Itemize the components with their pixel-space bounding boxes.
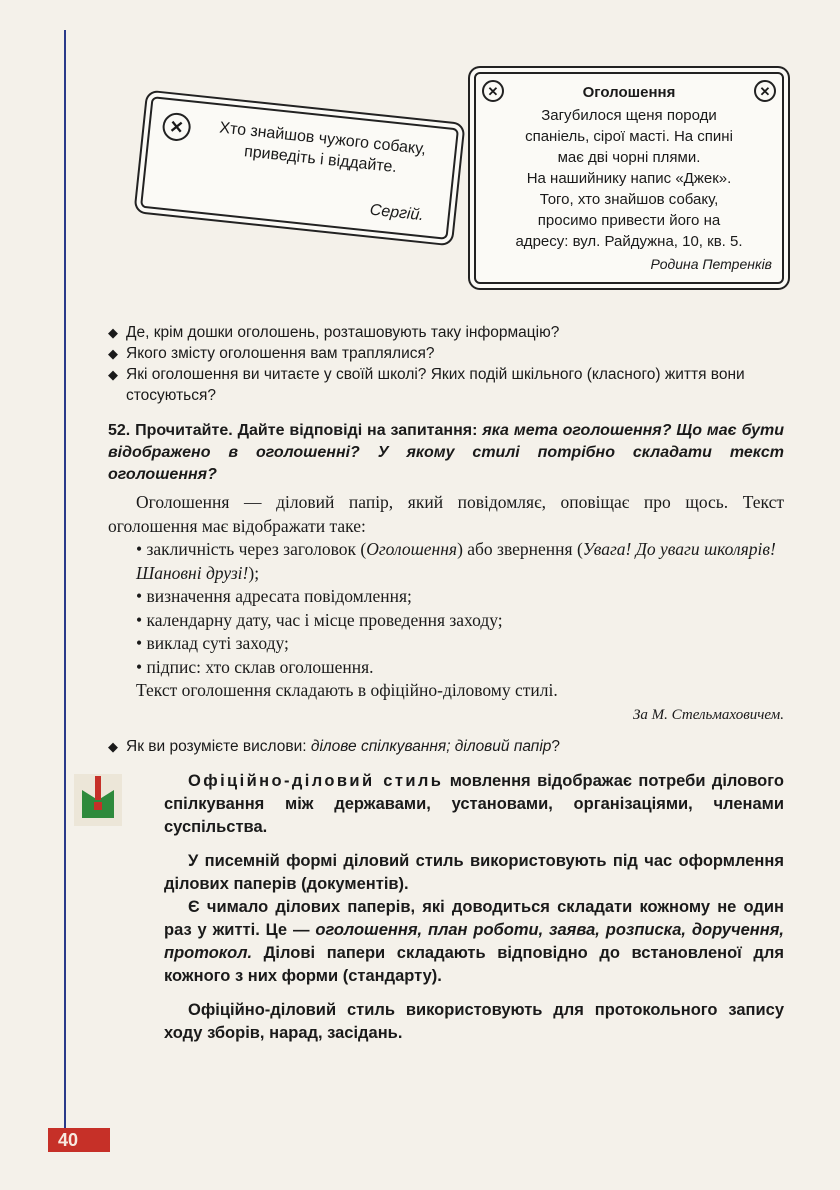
- exercise-52: [108, 420, 784, 486]
- page-number: 40: [48, 1128, 110, 1152]
- bullet-item: • календарну дату, час і місце проведення заходу;: [136, 609, 503, 630]
- question-item: ◆ Які оголошення ви читаєте у своїй школі? Яких подій шкільного (класного) життя вони стосуються?: [108, 366, 745, 404]
- text-intro: Оголошення — діловий папір, який повідомляє, оповіщає про щось. Текст оголошення має відображати таке:: [108, 492, 784, 536]
- announcement-title: Оголошення: [582, 84, 676, 101]
- question-expressions: ◆ Як ви розумієте вислови: ділове спілкування; діловий папір?: [108, 738, 561, 755]
- bullet-item: • підпис: хто склав оголошення.: [136, 656, 374, 677]
- question-item: ◆ Де, крім дошки оголошень, розташовують таку інформацію?: [108, 324, 560, 341]
- diamond-bullet-icon: ◆: [108, 367, 118, 382]
- announcement-line: Загубилося щеня породи: [541, 107, 717, 124]
- found-dog-note: [140, 96, 459, 240]
- text-conclusion: Текст оголошення складають в офіційно-діловому стилі.: [136, 680, 558, 700]
- lost-puppy-announcement: [474, 72, 784, 284]
- rule-marker-icon: [72, 772, 124, 828]
- margin-rule: [64, 30, 66, 1140]
- bullet-item: • виклад суті заходу;: [136, 633, 289, 653]
- announcement-line: має дві чорні плями.: [557, 149, 701, 166]
- discussion-questions: [108, 322, 788, 406]
- announcement-body: [484, 105, 774, 252]
- attribution: За М. Стельмаховичем.: [632, 706, 784, 723]
- close-circle-icon: ✕: [482, 80, 504, 102]
- close-circle-icon: ✕: [161, 112, 192, 143]
- announcement-line: адресу: вул. Райдужна, 10, кв. 5.: [515, 233, 743, 250]
- announcement-line: просимо привести його на: [537, 212, 721, 229]
- announcement-line: На нашийнику напис «Джек».: [526, 170, 732, 187]
- rule-paragraph: Є чимало ділових паперів, які доводиться складати кожному не один раз у житті. Це — оголошення, план роботи, заява, розписка, доручення, протокол. Ділові папери складають відповідно до встановленої для кожного з них форми (стандарту).: [164, 898, 784, 985]
- diamond-bullet-icon: ◆: [108, 325, 118, 340]
- diamond-bullet-icon: ◆: [108, 346, 118, 361]
- note-signature: Сергій.: [368, 201, 425, 225]
- announcement-line: спаніель, сірої масті. На спині: [525, 128, 733, 145]
- diamond-bullet-icon: ◆: [108, 739, 118, 754]
- exercise-questions: яка мета оголошення? Що має бути відображено в оголошенні? У якому стилі потрібно складати текст оголошення?: [108, 422, 784, 483]
- question-item: ◆ Якого змісту оголошення вам траплялися?: [108, 345, 435, 362]
- announcement-signature: Родина Петренків: [650, 256, 772, 272]
- rule-paragraph: Офіційно-діловий стиль мовлення відображає потреби ділового спілкування між державами, установами, організаціями, членами суспільства.: [164, 772, 784, 836]
- bullet-item: • визначення адресата повідомлення;: [136, 586, 412, 606]
- close-circle-icon: ✕: [754, 80, 776, 102]
- style-rules: [164, 770, 784, 1045]
- announcement-line: Того, хто знайшов собаку,: [539, 191, 719, 208]
- note-message: Хто знайшов чужого собаку, приведіть і віддайте.: [218, 119, 427, 177]
- bullet-item: • закличність через заголовок (Оголошення) або звернення (Увага! До уваги школярів! Шановні друзі!);: [136, 539, 776, 583]
- reading-text: [108, 491, 784, 727]
- rule-paragraph: У писемній формі діловий стиль використовують під час оформлення ділових паперів (документів).: [164, 852, 784, 893]
- exercise-lead: 52. Прочитайте. Дайте відповіді на запитання:: [108, 422, 478, 439]
- rule-paragraph: Офіційно-діловий стиль використовують для протокольного запису ходу зборів, нарад, засідань.: [164, 1001, 784, 1042]
